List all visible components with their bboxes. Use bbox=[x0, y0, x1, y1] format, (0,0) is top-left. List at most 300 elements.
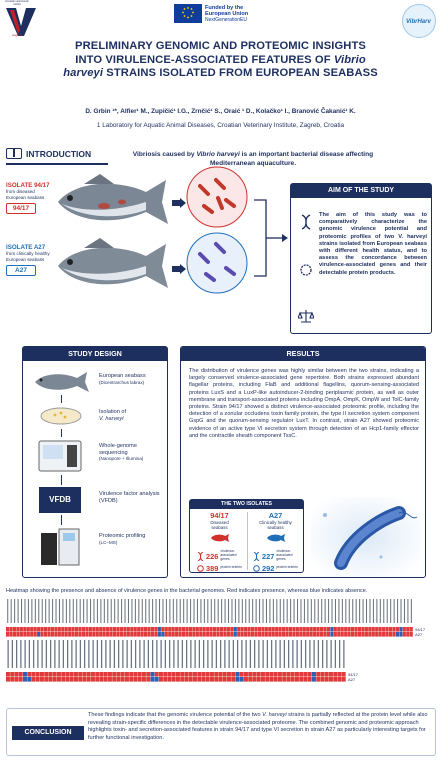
heatmap-cell bbox=[223, 677, 227, 682]
heatmap-gene-label bbox=[75, 640, 76, 668]
heatmap-cell bbox=[382, 627, 385, 632]
heatmap-cell bbox=[32, 677, 36, 682]
heatmap-cell bbox=[54, 627, 57, 632]
heatmap-gene-label bbox=[135, 640, 136, 668]
heatmap-cell bbox=[268, 627, 271, 632]
heatmap-cell bbox=[206, 632, 209, 637]
heatmap-cell bbox=[219, 677, 223, 682]
heatmap-cell bbox=[320, 632, 323, 637]
heatmap-gene-label bbox=[207, 599, 208, 623]
heatmap-cell bbox=[151, 627, 154, 632]
heatmap-gene-label bbox=[397, 599, 398, 623]
heatmap-cell bbox=[275, 627, 278, 632]
heatmap-cell bbox=[53, 677, 57, 682]
heatmap-gene-label bbox=[307, 599, 308, 623]
heatmap-gene-label bbox=[284, 640, 285, 668]
heatmap-gene-label bbox=[297, 599, 298, 623]
heatmap-gene-label bbox=[118, 599, 119, 623]
isolate-1-sub1: from diseased bbox=[6, 189, 35, 194]
heatmap-gene-label bbox=[12, 640, 13, 668]
heatmap-gene-label bbox=[50, 640, 51, 668]
heatmap-gene-label bbox=[33, 640, 34, 668]
heatmap-cell bbox=[100, 672, 104, 677]
heatmap-gene-label bbox=[84, 640, 85, 668]
heatmap-cell bbox=[53, 672, 57, 677]
heatmap-gene-label bbox=[220, 640, 221, 668]
heatmap-cell bbox=[308, 672, 312, 677]
heatmap-cell bbox=[155, 677, 159, 682]
heatmap-cell bbox=[282, 672, 286, 677]
heatmap-cell bbox=[310, 632, 313, 637]
heatmap-cell bbox=[210, 672, 214, 677]
step-1-title: European seabass bbox=[99, 373, 146, 379]
heatmap-cell bbox=[163, 677, 167, 682]
heatmap-cell bbox=[321, 672, 325, 677]
heatmap-cell bbox=[295, 677, 299, 682]
heatmap-gene-label bbox=[407, 599, 408, 623]
heatmap-cell bbox=[392, 627, 395, 632]
heatmap-cell bbox=[210, 632, 213, 637]
intro-heading bbox=[6, 148, 91, 159]
heatmap-gene-label bbox=[241, 640, 242, 668]
heatmap-cell bbox=[304, 677, 308, 682]
heatmap-cell bbox=[279, 627, 282, 632]
heatmap-cell bbox=[134, 627, 137, 632]
heatmap-gene-label bbox=[109, 640, 110, 668]
heatmap-cell bbox=[265, 672, 269, 677]
heatmap-cell bbox=[203, 627, 206, 632]
heatmap-cell bbox=[274, 677, 278, 682]
heatmap-cell bbox=[125, 672, 129, 677]
heatmap-gene-label bbox=[169, 599, 170, 623]
heatmap-cell bbox=[179, 627, 182, 632]
heatmap-cell bbox=[151, 672, 155, 677]
heatmap-gene-label bbox=[211, 640, 212, 668]
heatmap-cell bbox=[40, 677, 44, 682]
heatmap-cell bbox=[240, 672, 244, 677]
heatmap-cell bbox=[236, 672, 240, 677]
heatmap-gene-label bbox=[366, 599, 367, 623]
heatmap-gene-label bbox=[318, 599, 319, 623]
intro-text-c: is an important bacterial disease affecting Mediterranean aquaculture. bbox=[209, 151, 374, 167]
heatmap-cell bbox=[121, 677, 125, 682]
heatmap-cell bbox=[23, 632, 26, 637]
heatmap-cell bbox=[375, 627, 378, 632]
heatmap-cell bbox=[20, 632, 23, 637]
heatmap-cell bbox=[197, 677, 201, 682]
heatmap-cell bbox=[330, 632, 333, 637]
heatmap-gene-label bbox=[104, 599, 105, 623]
heatmap-cell bbox=[58, 632, 61, 637]
heatmap-cell bbox=[313, 632, 316, 637]
step-3-sub: (Nanopore + Illumina) bbox=[99, 456, 144, 462]
heatmap-cell bbox=[253, 677, 257, 682]
heatmap-cell bbox=[40, 672, 44, 677]
heatmap-cell bbox=[176, 672, 180, 677]
heatmap-gene-label bbox=[338, 599, 339, 623]
heatmap-gene-label bbox=[271, 640, 272, 668]
sequencer-icon bbox=[37, 439, 83, 473]
heatmap-gene-label bbox=[62, 599, 63, 623]
heatmap-gene-label bbox=[254, 640, 255, 668]
heatmap-cell bbox=[327, 627, 330, 632]
heatmap-gene-label bbox=[235, 599, 236, 623]
heatmap-cell bbox=[251, 627, 254, 632]
heatmap-gene-label bbox=[352, 599, 353, 623]
heatmap-gene-label bbox=[204, 599, 205, 623]
heatmap-cell bbox=[78, 677, 82, 682]
heatmap-cell bbox=[227, 672, 231, 677]
heatmap-cell bbox=[321, 677, 325, 682]
heatmap-cell bbox=[161, 632, 164, 637]
heatmap-gene-label bbox=[233, 640, 234, 668]
heatmap-gene-label bbox=[194, 599, 195, 623]
heatmap-gene-label bbox=[335, 599, 336, 623]
heatmap-gene-label bbox=[250, 640, 251, 668]
heatmap-cell bbox=[110, 632, 113, 637]
heatmap-cell bbox=[248, 672, 252, 677]
heatmap-gene-label bbox=[394, 599, 395, 623]
heatmap-cell bbox=[386, 632, 389, 637]
heatmap-cell bbox=[344, 627, 347, 632]
heatmap-gene-label bbox=[301, 640, 302, 668]
heatmap-cell bbox=[23, 677, 27, 682]
heatmap-gene-label bbox=[152, 599, 153, 623]
heatmap-gene-label bbox=[228, 599, 229, 623]
heatmap-gene-label bbox=[97, 640, 98, 668]
heatmap-gene-label bbox=[339, 640, 340, 668]
heatmap-gene-label bbox=[24, 599, 25, 623]
heatmap-gene-label bbox=[252, 599, 253, 623]
heatmap-cell bbox=[121, 672, 125, 677]
heatmap-cell bbox=[16, 632, 19, 637]
isolate-2-label bbox=[6, 244, 50, 276]
heatmap-cell bbox=[354, 627, 357, 632]
heatmap-cell bbox=[323, 632, 326, 637]
heatmap-cell bbox=[261, 627, 264, 632]
iso1-proteins-row bbox=[197, 564, 247, 573]
heatmap-cell bbox=[112, 677, 116, 682]
red-bacteria-icon bbox=[186, 166, 248, 228]
heatmap-cell bbox=[237, 627, 240, 632]
heatmap-cell bbox=[361, 632, 364, 637]
heatmap-cell bbox=[129, 672, 133, 677]
heatmap-cell bbox=[106, 632, 109, 637]
heatmap-gene-label bbox=[309, 640, 310, 668]
heatmap-cell bbox=[110, 627, 113, 632]
heatmap-cell bbox=[20, 627, 23, 632]
heatmap-cell bbox=[108, 677, 112, 682]
heatmap-cell bbox=[282, 627, 285, 632]
dna-icon bbox=[298, 214, 314, 230]
heatmap-cell bbox=[199, 632, 202, 637]
heatmap-cell bbox=[89, 627, 92, 632]
heatmap-cell bbox=[275, 632, 278, 637]
heatmap-cell bbox=[365, 632, 368, 637]
heatmap-cell bbox=[129, 677, 133, 682]
isolate-a27-col bbox=[248, 511, 303, 573]
heatmap-cell bbox=[206, 677, 210, 682]
heatmap-gene-label bbox=[128, 599, 129, 623]
heatmap-cell bbox=[410, 627, 413, 632]
heatmap-cell bbox=[358, 632, 361, 637]
heatmap-gene-label bbox=[311, 599, 312, 623]
heatmap-cell bbox=[382, 632, 385, 637]
flow-connector bbox=[61, 429, 62, 437]
heatmap-cell bbox=[216, 627, 219, 632]
heatmap-gene-label bbox=[20, 640, 21, 668]
heatmap-cell bbox=[279, 632, 282, 637]
heatmap-gene-label bbox=[279, 640, 280, 668]
heatmap-cell bbox=[99, 627, 102, 632]
heatmap-gene-label bbox=[197, 599, 198, 623]
heatmap-cell bbox=[49, 677, 53, 682]
step-1 bbox=[99, 373, 146, 386]
heatmap-cell bbox=[261, 632, 264, 637]
heatmap-cell bbox=[10, 677, 14, 682]
heatmap-cell bbox=[65, 632, 68, 637]
heatmap-cell bbox=[248, 627, 251, 632]
heatmap-cell bbox=[103, 632, 106, 637]
heatmap-gene-label bbox=[390, 599, 391, 623]
red-fish-icon bbox=[210, 533, 230, 543]
heatmap-cell bbox=[244, 677, 248, 682]
heatmap-cell bbox=[348, 632, 351, 637]
heatmap-cell bbox=[32, 672, 36, 677]
heatmap-cell bbox=[292, 627, 295, 632]
heatmap-cell bbox=[399, 627, 402, 632]
heatmap-cell bbox=[6, 677, 10, 682]
heatmap-gene-label bbox=[149, 599, 150, 623]
heatmap-gene-label bbox=[356, 599, 357, 623]
heatmap-gene-label bbox=[343, 640, 344, 668]
heatmap-gene-label bbox=[221, 599, 222, 623]
heatmap-cell bbox=[147, 632, 150, 637]
heatmap-cell bbox=[351, 627, 354, 632]
heatmap-gene-label bbox=[294, 599, 295, 623]
heatmap-gene-label bbox=[186, 640, 187, 668]
title-line-3b: STRAINS ISOLATED FROM EUROPEAN SEABASS bbox=[103, 67, 378, 79]
project-logo-text: VibrHarv bbox=[406, 19, 431, 25]
poster-title bbox=[20, 40, 421, 81]
bacterium-illustration-icon bbox=[311, 497, 421, 577]
heatmap-cell bbox=[389, 627, 392, 632]
heatmap-cell bbox=[51, 632, 54, 637]
heatmap-gene-label bbox=[190, 599, 191, 623]
heatmap-gene-label bbox=[263, 599, 264, 623]
heatmap-gene-label bbox=[29, 640, 30, 668]
intro-text-b: Vibrio harveyi bbox=[196, 151, 240, 158]
heatmap-gene-label bbox=[304, 599, 305, 623]
heatmap-gene-label bbox=[262, 640, 263, 668]
heatmap-cell bbox=[57, 677, 61, 682]
iso1-name: 94/17 bbox=[210, 511, 229, 520]
heatmap-cell bbox=[248, 632, 251, 637]
isolate-2-tag: A27 bbox=[6, 265, 36, 276]
heatmap-gene-label bbox=[259, 599, 260, 623]
heatmap-cell bbox=[189, 677, 193, 682]
heatmap-cell bbox=[303, 632, 306, 637]
heatmap-cell bbox=[95, 677, 99, 682]
heatmap-cell bbox=[236, 677, 240, 682]
step-5 bbox=[99, 533, 145, 546]
heatmap-caption: Heatmap showing the presence and absence of virulence genes in the bacterial genomes. Red indicates presence, whereas blue indicates absence. bbox=[6, 588, 368, 594]
heatmap-gene-label bbox=[111, 599, 112, 623]
authors: D. Grbin ¹*, Alfier¹ M., Zupičić¹ I.G., Zrnčić¹ S., Oraić ¹ D., Kolačko¹ I., Branović Čakanić¹ K. bbox=[85, 108, 356, 115]
heatmap-cell bbox=[338, 677, 342, 682]
heatmap-cell bbox=[342, 677, 346, 682]
heatmap-cell bbox=[87, 672, 91, 677]
heatmap-gene-label bbox=[49, 599, 50, 623]
heatmap-cell bbox=[323, 627, 326, 632]
heatmap-cell bbox=[289, 632, 292, 637]
heatmap-cell bbox=[61, 672, 65, 677]
heatmap-cell bbox=[372, 627, 375, 632]
heatmap-gene-label bbox=[42, 599, 43, 623]
heatmap-cell bbox=[403, 627, 406, 632]
heatmap-gene-label bbox=[325, 599, 326, 623]
heatmap-cell bbox=[396, 632, 399, 637]
heatmap-cell bbox=[134, 672, 138, 677]
iso1-genes: 226 bbox=[206, 551, 219, 561]
heatmap-cell bbox=[220, 627, 223, 632]
heatmap-cell bbox=[159, 677, 163, 682]
heatmap-cell bbox=[196, 627, 199, 632]
conclusion-text-b: V. harveyi bbox=[262, 712, 287, 718]
heatmap-gene-label bbox=[411, 599, 412, 623]
heatmap-cell bbox=[272, 627, 275, 632]
heatmap-cell bbox=[130, 632, 133, 637]
heatmap-gene-label bbox=[376, 599, 377, 623]
heatmap-gene-label bbox=[18, 599, 19, 623]
heatmap-gene-label bbox=[404, 599, 405, 623]
heatmap-cell bbox=[116, 627, 119, 632]
heatmap-gene-label bbox=[269, 599, 270, 623]
iso2-proteins-row bbox=[253, 564, 303, 573]
heatmap-cell bbox=[330, 627, 333, 632]
heatmap-cell bbox=[78, 627, 81, 632]
heatmap-cell bbox=[61, 632, 64, 637]
heatmap-cell bbox=[180, 672, 184, 677]
heatmap-cell bbox=[185, 672, 189, 677]
heatmap-gene-label bbox=[383, 599, 384, 623]
heatmap-gene-label bbox=[258, 640, 259, 668]
heatmap-cell bbox=[106, 627, 109, 632]
arrow-right-icon bbox=[172, 198, 186, 208]
heatmap-gene-label bbox=[218, 599, 219, 623]
heatmap-cell bbox=[151, 677, 155, 682]
heatmap-gene-label bbox=[71, 640, 72, 668]
heatmap-gene-label bbox=[145, 599, 146, 623]
iso1-genes-row bbox=[197, 550, 247, 561]
diseased-fish-icon bbox=[54, 172, 174, 234]
heatmap-cell bbox=[312, 677, 316, 682]
heatmap-cell bbox=[185, 632, 188, 637]
conclusion-text-c: strains is partially reflected at the protein level while also revealing strain-specific differences in the detectable virulence-associated proteome. The combined genomic and proteomic approach highlights toxin- and secretion-associated features in strain 94/17 and type VI secretion in strain A27 as particularly interesting targets for further functional investigation. bbox=[88, 712, 428, 741]
heatmap-cell bbox=[292, 632, 295, 637]
vet-institute-name: Hrvatski veterinarski institut bbox=[5, 0, 29, 6]
results-text: The distribution of virulence genes was highly similar between the two strains, indicating a largely conserved virulence-associated gene repertoire. Both strains expressed abundant flagellar proteins, including FlaB and additional flagellins, quorum-sensing-associated proteins LuxS and a LuxP-like autoinducer-2-binding periplasmic protein, as well as outer membrane and transport-associated proteins including OmpA, OmpK, OmpW and TolC-family proteins. Strain 94/17 showed a distinct virulence-associated proteomic profile, including the detection of a zonular occludens toxin family protein, the type II secretion system component GspG and the quorum-sensing regulator LuxT. In contrast, strain A27 showed proteomic evidence of an active type VI secretion system through detection of an Hcp1-family effector and the contractile sheath component TssC. bbox=[189, 368, 419, 439]
heatmap-cell bbox=[134, 677, 138, 682]
heatmap-gene-label bbox=[300, 599, 301, 623]
step-3-title: Whole-genome sequencing bbox=[99, 443, 137, 456]
heatmap-cell bbox=[251, 632, 254, 637]
heatmap-cell bbox=[337, 627, 340, 632]
heatmap-gene-label bbox=[214, 599, 215, 623]
heatmap-cell bbox=[182, 632, 185, 637]
heatmap-gene-label bbox=[182, 640, 183, 668]
heatmap-gene-label bbox=[73, 599, 74, 623]
heatmap-row-label: 94/17 bbox=[348, 672, 359, 677]
heatmap-gene-label bbox=[14, 599, 15, 623]
protein-icon bbox=[197, 565, 204, 572]
heatmap-cell bbox=[270, 677, 274, 682]
heatmap-cell bbox=[103, 627, 106, 632]
heatmap-gene-label bbox=[87, 599, 88, 623]
heatmap-gene-label bbox=[24, 640, 25, 668]
heatmap-cell bbox=[23, 627, 26, 632]
heatmap-gene-label bbox=[31, 599, 32, 623]
heatmap-cell bbox=[6, 632, 9, 637]
heatmap-gene-label bbox=[332, 599, 333, 623]
heatmap-cell bbox=[6, 672, 10, 677]
heatmap-gene-label bbox=[387, 599, 388, 623]
heatmap-cell bbox=[179, 632, 182, 637]
heatmap-gene-label bbox=[142, 599, 143, 623]
heatmap-cell bbox=[334, 632, 337, 637]
intro-text-a: Vibriosis caused by bbox=[132, 151, 197, 158]
heatmap-gene-label bbox=[121, 599, 122, 623]
heatmap-gene-label bbox=[37, 640, 38, 668]
heatmap-cell bbox=[223, 627, 226, 632]
heatmap-gene-label bbox=[59, 599, 60, 623]
heatmap-cell bbox=[257, 677, 261, 682]
heatmap-gene-label bbox=[280, 599, 281, 623]
balance-scale-icon bbox=[298, 308, 314, 324]
heatmap-cell bbox=[37, 627, 40, 632]
heatmap-cell bbox=[329, 677, 333, 682]
heatmap-gene-label bbox=[125, 599, 126, 623]
heatmap-gene-label bbox=[107, 599, 108, 623]
heatmap-cell bbox=[82, 632, 85, 637]
heatmap-gene-label bbox=[231, 599, 232, 623]
heatmap-cell bbox=[313, 627, 316, 632]
heatmap-cell bbox=[120, 627, 123, 632]
heatmap-gene-label bbox=[92, 640, 93, 668]
step-5-sub: (LC–MS) bbox=[99, 539, 118, 545]
heatmap-gene-label bbox=[287, 599, 288, 623]
iso2-genes-unit: virulence-associated genes bbox=[276, 549, 293, 561]
heatmap-cell bbox=[147, 627, 150, 632]
heatmap-cell bbox=[74, 672, 78, 677]
heatmap-cell bbox=[379, 632, 382, 637]
isolate-1-title: ISOLATE 94/17 bbox=[6, 182, 50, 189]
heatmap-cell bbox=[23, 672, 27, 677]
heatmap-cell bbox=[72, 627, 75, 632]
heatmap-cell bbox=[214, 672, 218, 677]
heatmap-gene-label bbox=[97, 599, 98, 623]
heatmap-cell bbox=[333, 677, 337, 682]
heatmap-cell bbox=[9, 632, 12, 637]
heatmap-gene-label bbox=[180, 599, 181, 623]
heatmap-gene-label bbox=[242, 599, 243, 623]
heatmap-cell bbox=[83, 672, 87, 677]
aim-text: The aim of this study was to comparatively characterize the genomic virulence potential and proteomic profiles of two V. harveyi strains isolated from European seabass with different health status, and to assess the concordance between virulence-associated genes and their detectable protein products. bbox=[319, 212, 427, 276]
heatmap-cell bbox=[151, 632, 154, 637]
heatmap-gene-label bbox=[203, 640, 204, 668]
heatmap-cell bbox=[78, 672, 82, 677]
heatmap-row-label: A27 bbox=[415, 632, 423, 637]
